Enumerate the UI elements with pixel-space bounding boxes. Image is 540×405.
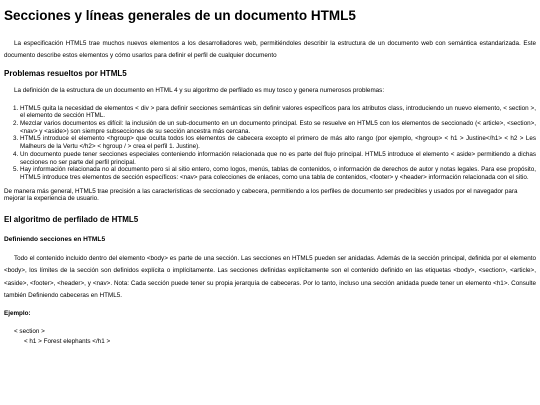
- list-item: 5. Hay información relacionada no al documento pero si al sitio entero, como logos, menús, tablas de contenidos, o información de derechos de autor y notas legales. Para ese propósito, HTML5 introduce tres elementos de sección específicos: <nav> para colecciones de enlaces, como una tabla de contenidos, <footer> y <header> información relacionada con el sitio.: [20, 166, 536, 181]
- problems-heading: Problemas resueltos por HTML5: [4, 69, 127, 79]
- example-code-line: < h1 > Forest elephants </h1 >: [24, 338, 111, 346]
- algorithm-paragraph: Todo el contenido incluido dentro del elemento <body> es parte de una sección. Las secciones en HTML5 pueden ser anidadas. Además de la sección principal, definida por el elemento <body>, los límites de la sección son definidos explícita o implícitamente. Las secciones definidas explícitamente son el contenido definido en las etiquetas <body>, <section>, <article>, <aside>, <footer>, <header>, y <nav>. Nota: Cada sección puede tener su propia jerarquía de cabeceras. Por lo tanto, incluso una sección anidada puede tener un elemento <h1>. Consulte también Definiendo cabeceras en HTML5.: [4, 255, 536, 299]
- algorithm-subheading: Definiendo secciones en HTML5: [4, 236, 106, 244]
- page-title: Secciones y líneas generales de un documento HTML5: [4, 8, 356, 23]
- intro-paragraph: La especificación HTML5 trae muchos nuevos elementos a los desarrolladores web, permitiéndoles describir la estructura de un documento web con semántica estandarizada. Este documento describe estos elementos y cómo usarlos para definir el perfil de cualquier documento: [4, 40, 536, 60]
- problems-paragraph: La definición de la estructura de un documento en HTML 4 y su algoritmo de perfilado es muy tosco y genera numerosos problemas:: [14, 87, 385, 95]
- list-item: 3. HTML5 introduce el elemento <hgroup> que oculta todos los elementos de cabecera excepto el primero de más alto rango (por ejemplo, <hgroup> < h1 > Justine</h1> < h2 > Les Malheurs de la Vertu </h2> < hgroup / > crea el perfil 1. Justine).: [20, 135, 536, 150]
- problems-list: [4, 105, 536, 182]
- list-item: 1. HTML5 quita la necesidad de elementos < div > para definir secciones semánticas sin definir valores específicos para los atributos class, introduciendo un nuevo elemento, < section >, el elemento de sección HTML.: [20, 105, 536, 120]
- example-label: Ejemplo:: [4, 310, 31, 318]
- list-item: 2. Mezclar varios documentos es difícil: la inclusión de un sub-documento en un documento principal. Esto se resuelve en HTML5 con los elementos de seccionado (< article>, <section>, <nav> y <aside>) son siempre subsecciones de su sección ancestra más cercana.: [20, 120, 536, 135]
- algorithm-heading: El algoritmo de perfilado de HTML5: [4, 215, 139, 225]
- problems-closing-paragraph: De manera más general, HTML5 trae precisión a las características de seccionado y cabecera, permitiendo a los perfiles de documento ser predecibles y usados por el navegador para mejorar la experiencia de usuario.: [4, 187, 518, 203]
- list-item: 4. Un documento puede tener secciones especiales conteniendo información relacionada que no es parte del flujo principal. HTML5 introduce el elemento < aside> permitiendo a dichas secciones no ser parte del perfil principal.: [20, 151, 536, 166]
- example-code-line: < section >: [14, 328, 45, 336]
